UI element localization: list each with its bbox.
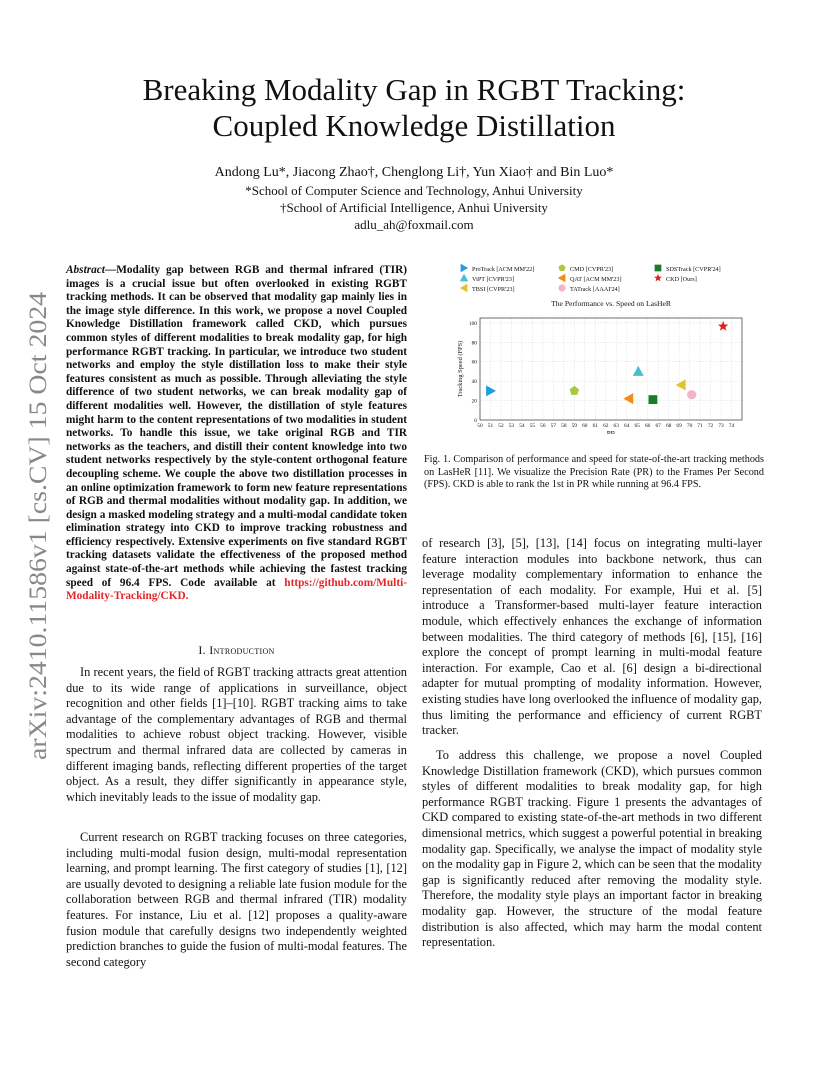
legend-marker <box>655 265 662 272</box>
x-tick-label: 70 <box>686 423 693 429</box>
title-line-2: Coupled Knowledge Distillation <box>212 108 616 143</box>
x-tick-label: 66 <box>644 423 651 429</box>
data-point <box>687 390 696 399</box>
x-tick-label: 54 <box>519 423 525 429</box>
intro-paragraph-1: In recent years, the field of RGBT tracking attracts great attention due to its wide range of applications in surveillance, object recognition and other fields [1]–[10]. RGBT tracking aims to take advantage of the complementary advantages of RGB and thermal modalities to achieve robust object tracking. However, visible spectrum and thermal infrared data are collected by cameras in different imaging bands, reflecting different properties of the target object. As a result, they differ significantly in appearance style, which inevitably leads to the issue of modality gap. <box>66 665 407 804</box>
title-line-1: Breaking Modality Gap in RGBT Tracking: <box>142 72 686 107</box>
x-tick-label: 72 <box>707 423 714 429</box>
intro-paragraph-2: Current research on RGBT tracking focuses on three categories, including multi-modal fusion design, multi-modal representation learning, and prompt learning. The first category of studies [1], [12] are usually devoted to designing a reliable late fusion module for the collaboration between RGB and thermal infrared (TIR) modality features. For instance, Liu et al. [12] proposes a quality-aware fusion module that carefully designs two independently weighted prediction branches to guide the fusion of multi-modal features. The second category <box>66 830 407 969</box>
right-paragraph-1: of research [3], [5], [13], [14] focus on integrating multi-layer feature interaction modules into backbone network, thus can leverage modality complementary information to enhance the representation of each modality. For example, Hui et al. [5] introduce a Transformer-based multi-layer feature interaction module, which effectively enhances the exchange of information between modalities. The third category of methods [6], [15], [16] explore the concept of prompt learning in multi-modal feature interaction. For example, Cao et al. [6] design a bi-directional adapter for mutual prompting of modality information. However, existing studies have long overlooked the influence of modality gap, thus limiting the performance and efficiency of current RGBT tracker. <box>422 536 762 738</box>
right-paragraph-2: To address this challenge, we propose a novel Coupled Knowledge Distillation framework (CKD), which pursues common styles of different modalities to break modality gap, for high performance RGBT tracking. Figure 1 presents the advantages of CKD compared to existing state-of-the-art methods in two different dimensional metrics, which suggest a powerful potential in breaking modality gap. Specifically, we analyse the impact of modality style on the modality gap in Figure 2, which can be seen that the modality gap is significantly reduced after removing the modality style. Therefore, the modality style plays an important factor in breaking modality gap. However, the structure of the modal feature distribution is also affected, which may harm the modal content representation. <box>422 748 762 950</box>
y-tick-label: 0 <box>474 418 477 424</box>
x-tick-label: 61 <box>592 423 598 429</box>
data-point <box>718 321 728 331</box>
x-tick-label: 58 <box>561 423 567 429</box>
x-tick-label: 50 <box>477 423 483 429</box>
x-tick-label: 69 <box>676 423 682 429</box>
x-tick-label: 65 <box>634 423 640 429</box>
x-tick-label: 74 <box>728 423 735 429</box>
x-tick-label: 67 <box>655 423 661 429</box>
legend-marker <box>460 284 468 292</box>
legend-label: CMD [CVPR'23] <box>570 266 614 273</box>
y-tick-label: 60 <box>471 359 477 366</box>
legend-marker <box>460 274 468 282</box>
x-tick-label: 52 <box>498 423 504 429</box>
legend-label: ProTrack [ACM MM'22] <box>472 266 535 273</box>
data-point <box>676 380 686 391</box>
x-tick-label: 51 <box>487 423 494 429</box>
legend-marker <box>461 264 469 272</box>
x-tick-label: 56 <box>540 423 546 429</box>
x-tick-label: 71 <box>697 423 703 429</box>
legend-marker <box>654 274 662 282</box>
data-point <box>570 386 579 395</box>
x-tick-label: 55 <box>529 423 536 429</box>
abstract <box>66 264 407 604</box>
x-tick-label: 64 <box>624 423 630 429</box>
y-tick-label: 20 <box>471 398 477 405</box>
data-point <box>649 395 658 404</box>
section-heading: I. Introduction <box>198 643 275 657</box>
y-axis-label: Tracking Speed (FPS) <box>457 340 464 398</box>
data-point <box>623 393 633 404</box>
affiliation-2: †School of Artificial Intelligence, Anhui University <box>280 200 548 215</box>
x-tick-label: 62 <box>603 423 609 429</box>
legend-label: ViPT [CVPR'23] <box>472 276 515 283</box>
code-link[interactable]: https://github.com/Multi-Modality-Tracking/CKD. <box>66 576 407 603</box>
legend-label: QAT [ACM MM'23] <box>570 276 622 283</box>
abstract-label: Abstract <box>66 264 105 276</box>
data-point <box>633 366 644 376</box>
x-tick-label: 63 <box>613 423 619 429</box>
abstract-text: —Modality gap between RGB and thermal infrared (TIR) images is a crucial issue but often overlooked in existing RGBT tracking methods. It can be observed that modality gap mainly lies in the image style difference. In this work, we propose a novel Coupled Knowledge Distillation framework called CKD, which pursues common styles of different modalities to break modality gap, for high performance RGBT tracking. In particular, we introduce two student networks and employ the style distillation loss to make their style features consistent as much as possible. Through alleviating the style difference of two student networks, we can break modality gap of different modalities well. However, the distillation of style features might harm to the content representations of two modalities in student networks. To handle this issue, we take original RGB and TIR networks as the teachers, and distill their content knowledge into two student networks respectively by the style-content orthogonal feature decoupling scheme. We couple the above two distillation processes in an online optimization framework to form new feature representations of RGB and thermal modalities without modality gap. In addition, we design a masked modeling strategy and a multi-modal candidate token elimination strategy into CKD to improve tracking robustness and efficiency respectively. Extensive experiments on five standard RGBT tracking datasets validate the effectiveness of the proposed method against state-of-the-art methods while achieving the fastest tracking speed of 96.4 FPS. Code available at <box>66 264 407 589</box>
x-axis-label: PR <box>606 430 616 434</box>
paper-title <box>60 72 768 144</box>
author-email[interactable]: adlu_ah@foxmail.com <box>354 217 474 232</box>
legend-marker <box>558 264 565 271</box>
y-tick-label: 40 <box>471 379 477 386</box>
plot-frame <box>480 318 742 420</box>
x-tick-label: 59 <box>571 423 578 429</box>
affiliation-1: *School of Computer Science and Technology, Anhui University <box>245 183 583 198</box>
x-tick-label: 57 <box>550 423 557 429</box>
data-point <box>486 385 496 396</box>
figure-1-caption: Fig. 1. Comparison of performance and speed for state-of-the-art tracking methods on LasHeR [11]. We visualize the Precision Rate (PR) to the Frames Per Second (FPS). CKD is able to rank the 1st in PR while running at 96.4 FPS. <box>424 454 764 490</box>
legend-label: TBSI [CVPR'23] <box>472 286 515 293</box>
chart-title: The Performance vs. Speed on LasHeR <box>551 299 671 308</box>
x-tick-label: 60 <box>582 423 588 429</box>
x-tick-label: 73 <box>718 423 724 429</box>
figure-1 <box>424 262 764 434</box>
performance-speed-chart <box>424 262 764 434</box>
legend-marker <box>558 284 565 291</box>
legend-marker <box>558 274 566 282</box>
arxiv-identifier: arXiv:2410.11586v1 [cs.CV] 15 Oct 2024 <box>25 338 52 760</box>
legend-label: SDSTrack [CVPR'24] <box>666 266 721 273</box>
y-tick-label: 80 <box>471 340 477 347</box>
y-tick-label: 100 <box>468 320 477 327</box>
author-list: Andong Lu*, Jiacong Zhao†, Chenglong Li†, Yun Xiao† and Bin Luo* <box>214 165 614 180</box>
x-tick-label: 68 <box>665 423 672 429</box>
legend-label: TATrack [AAAI'24] <box>570 286 620 293</box>
arxiv-side-banner <box>20 290 54 760</box>
x-tick-label: 53 <box>508 423 515 429</box>
legend-label: CKD [Ours] <box>666 276 697 283</box>
